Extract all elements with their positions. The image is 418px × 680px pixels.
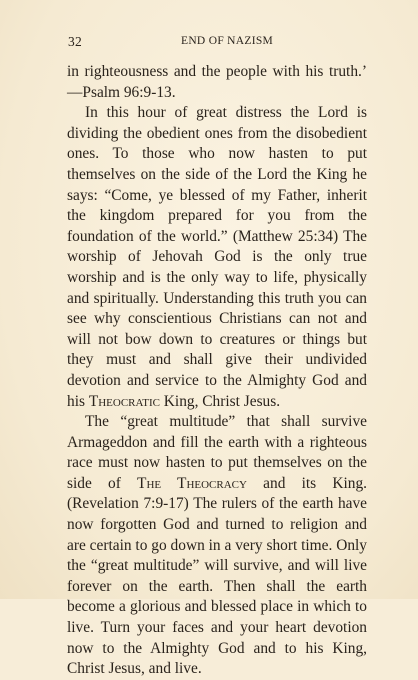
body-text (67, 62, 367, 680)
the-theocracy-small-caps: The Theocracy (137, 474, 247, 492)
paragraph-distress-text-start: In this hour of great distress the Lord is dividing the obedient ones from the disobedient ones. To those who now hasten to put themselves on the side of the Lord the King he says: “Come, ye blessed of my Father, inherit the kingdom prepared for you from the foundation of the world.” (Matthew 25:34) The worship of Jehovah God is the only true worship and is the only way to life, physically and spiritually. Understanding this truth you can see why conscientious Christians can not and will not bow down to creatures or things but they must and shall give their undivided devotion and service to the Almighty God and his (67, 104, 367, 410)
paragraph-distress (67, 103, 367, 412)
paragraph-multitude-text-start: The “great multitude” that shall survive Armageddon and fill the earth with a righteous race must now hasten to put themselves on the side of (67, 413, 367, 492)
page-header (68, 34, 366, 50)
paragraph-continued: in righteousness and the people with his truth.’ —Psalm 96:9-13. (67, 63, 367, 101)
paragraph-multitude-text-end: and its King. (Revelation 7:9-17) The rulers of the earth have now forgotten God and turned to religion and are certain to go down in a very short time. Only the “great multitude” will survive, and will live forever on the earth. Then shall the earth become a glorious and blessed place in which to live. Turn your faces and your heart devotion now to the Almighty God and to his King, Christ Jesus, and live. (67, 474, 368, 678)
running-head: END OF NAZISM (181, 35, 274, 47)
paragraph-distress-text-end: King, Christ Jesus. (159, 392, 281, 410)
theocratic-small-caps: Theocratic (88, 392, 160, 410)
paragraph-great-multitude (67, 412, 367, 680)
page-number: 32 (68, 34, 82, 49)
